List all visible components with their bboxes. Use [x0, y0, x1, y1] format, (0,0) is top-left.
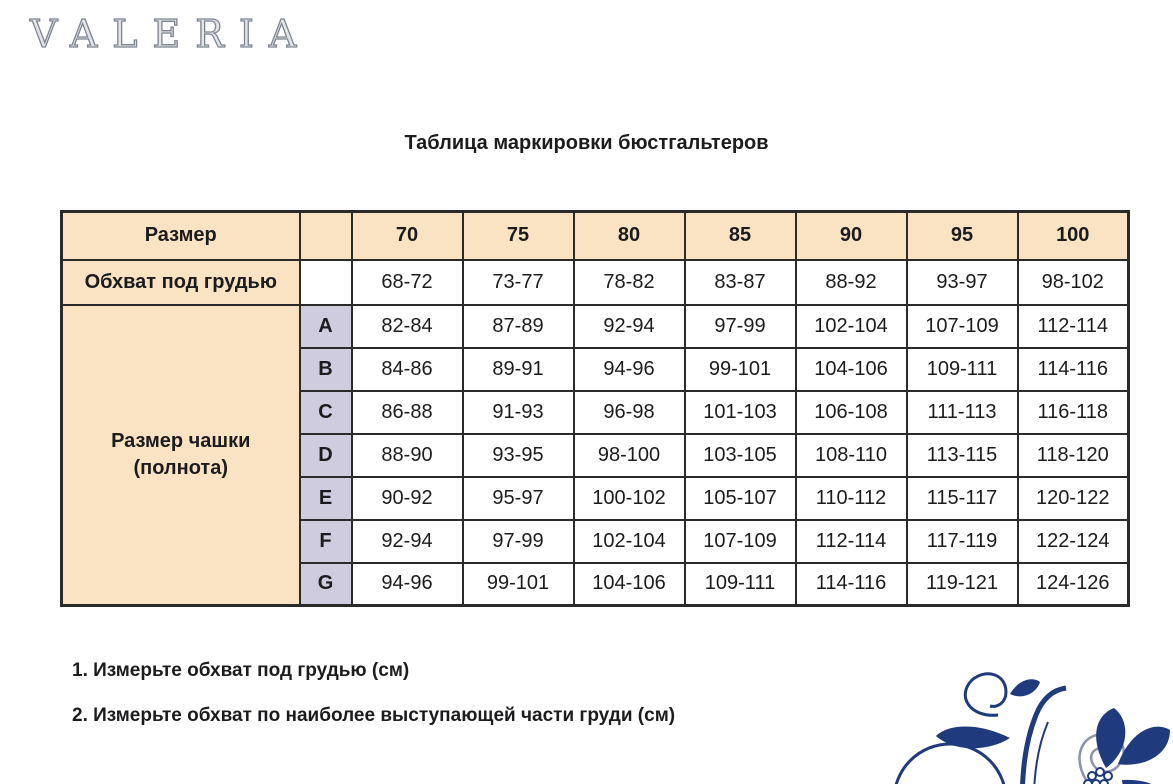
- table-cell: 82-84: [352, 305, 463, 348]
- table-cell: 100-102: [574, 477, 685, 520]
- table-row-cup-a: [62, 305, 1129, 348]
- table-cell: 122-124: [1018, 520, 1129, 563]
- size-header-cell: 100: [1018, 212, 1129, 260]
- cup-letter-cell: G: [300, 563, 352, 606]
- table-cell: 90-92: [352, 477, 463, 520]
- table-cell: 94-96: [574, 348, 685, 391]
- row-label-size: Размер: [62, 212, 300, 260]
- floral-swirl-ornament-icon: [878, 660, 1173, 784]
- table-cell: 93-97: [907, 260, 1018, 305]
- table-cell: 117-119: [907, 520, 1018, 563]
- table-cell: 107-109: [907, 305, 1018, 348]
- table-cell: 115-117: [907, 477, 1018, 520]
- table-cell: 118-120: [1018, 434, 1129, 477]
- table-cell: 110-112: [796, 477, 907, 520]
- table-cell: 89-91: [463, 348, 574, 391]
- row-label-cup-size: Размер чашки (полнота): [62, 305, 300, 606]
- size-header-cell: 95: [907, 212, 1018, 260]
- table-cell: 113-115: [907, 434, 1018, 477]
- table-cell: 92-94: [574, 305, 685, 348]
- table-cell: 105-107: [685, 477, 796, 520]
- cup-letter-cell: B: [300, 348, 352, 391]
- table-cell: 87-89: [463, 305, 574, 348]
- table-cell: 120-122: [1018, 477, 1129, 520]
- table-cell: 68-72: [352, 260, 463, 305]
- table-cell: 91-93: [463, 391, 574, 434]
- table-cell: 83-87: [685, 260, 796, 305]
- table-cell: 102-104: [574, 520, 685, 563]
- table-cell: 95-97: [463, 477, 574, 520]
- table-cell: 116-118: [1018, 391, 1129, 434]
- table-cell: 104-106: [574, 563, 685, 606]
- empty-corner-cell: [300, 212, 352, 260]
- empty-cell: [300, 260, 352, 305]
- table-cell: 101-103: [685, 391, 796, 434]
- table-cell: 112-114: [796, 520, 907, 563]
- size-header-cell: 70: [352, 212, 463, 260]
- table-cell: 103-105: [685, 434, 796, 477]
- size-header-cell: 75: [463, 212, 574, 260]
- table-cell: 102-104: [796, 305, 907, 348]
- table-cell: 97-99: [685, 305, 796, 348]
- table-cell: 98-100: [574, 434, 685, 477]
- size-header-cell: 85: [685, 212, 796, 260]
- row-label-underbust: Обхват под грудью: [62, 260, 300, 305]
- table-cell: 86-88: [352, 391, 463, 434]
- size-header-cell: 90: [796, 212, 907, 260]
- table-cell: 99-101: [463, 563, 574, 606]
- table-cell: 111-113: [907, 391, 1018, 434]
- table-cell: 114-116: [796, 563, 907, 606]
- brand-logo: VALERIA: [30, 12, 312, 56]
- table-cell: 106-108: [796, 391, 907, 434]
- table-cell: 94-96: [352, 563, 463, 606]
- size-header-cell: 80: [574, 212, 685, 260]
- table-cell: 73-77: [463, 260, 574, 305]
- table-cell: 98-102: [1018, 260, 1129, 305]
- cup-letter-cell: F: [300, 520, 352, 563]
- instruction-step-1: 1. Измерьте обхват под грудью (см): [72, 660, 410, 681]
- table-row-size: [62, 212, 1129, 260]
- table-cell: 109-111: [685, 563, 796, 606]
- table-cell: 124-126: [1018, 563, 1129, 606]
- measurement-instructions: [72, 660, 675, 750]
- table-cell: 114-116: [1018, 348, 1129, 391]
- size-chart-table: [60, 210, 1130, 607]
- table-cell: 92-94: [352, 520, 463, 563]
- cup-letter-cell: A: [300, 305, 352, 348]
- table-cell: 88-92: [796, 260, 907, 305]
- table-cell: 119-121: [907, 563, 1018, 606]
- cup-letter-cell: D: [300, 434, 352, 477]
- table-cell: 107-109: [685, 520, 796, 563]
- table-cell: 109-111: [907, 348, 1018, 391]
- table-cell: 99-101: [685, 348, 796, 391]
- instruction-step-2: 2. Измерьте обхват по наиболее выступающей части груди (см): [72, 705, 676, 726]
- cup-letter-cell: E: [300, 477, 352, 520]
- page-title: Таблица маркировки бюстгальтеров: [404, 132, 769, 154]
- table-cell: 112-114: [1018, 305, 1129, 348]
- table-cell: 84-86: [352, 348, 463, 391]
- table-cell: 97-99: [463, 520, 574, 563]
- table-cell: 78-82: [574, 260, 685, 305]
- table-cell: 104-106: [796, 348, 907, 391]
- table-cell: 108-110: [796, 434, 907, 477]
- table-cell: 93-95: [463, 434, 574, 477]
- table-row-underbust: [62, 260, 1129, 305]
- table-cell: 96-98: [574, 391, 685, 434]
- table-cell: 88-90: [352, 434, 463, 477]
- cup-letter-cell: C: [300, 391, 352, 434]
